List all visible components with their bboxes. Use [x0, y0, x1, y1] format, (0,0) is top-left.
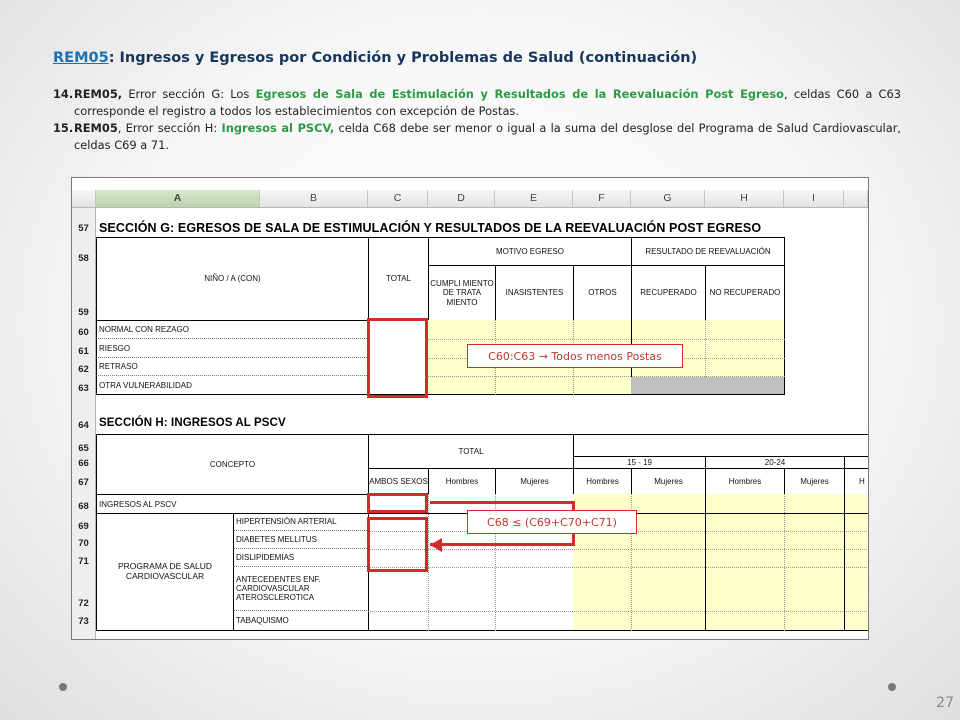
column-header: F [573, 190, 631, 207]
bullet-bold: REM05 [74, 121, 118, 135]
row-label: OTRA VULNERABILIDAD [96, 376, 369, 395]
inasistentes-header: INASISTENTES [495, 265, 574, 321]
row-number: 57 [78, 223, 89, 234]
concepto-header: CONCEPTO [96, 434, 369, 495]
age-group-20-24: 20-24 [705, 456, 845, 469]
page-number: 27 [936, 695, 954, 711]
nino-header: NIÑO / A (CON) [96, 237, 369, 321]
row-number: 69 [78, 521, 89, 532]
otros-header: OTROS [573, 265, 632, 321]
decor-dot [59, 683, 67, 691]
row-number: 61 [78, 346, 89, 357]
arrow-left-icon [430, 538, 442, 552]
bullet-number: 14. [53, 87, 74, 101]
row-number: 72 [78, 598, 89, 609]
row-number: 65 [78, 443, 89, 454]
hombres-header: Hombres [573, 468, 632, 495]
row-number: 73 [78, 616, 89, 627]
row-label: RETRASO [96, 358, 369, 376]
decor-dot [888, 683, 896, 691]
column-header: C [368, 190, 428, 207]
bullet-text: Error sección G: Los [122, 87, 256, 101]
row-number: 70 [78, 538, 89, 549]
row-number: 60 [78, 327, 89, 338]
programa-label: PROGRAMA DE SALUD CARDIOVASCULAR [96, 513, 234, 631]
section-g-title: SECCIÓN G: EGRESOS DE SALA DE ESTIMULACIÓN Y RESULTADOS DE LA REEVALUACIÓN POST EGRESO [99, 221, 762, 235]
column-header: E [495, 190, 573, 207]
title-code: REM05 [53, 50, 109, 66]
callout-h: C68 ≤ (C69+C70+C71) [467, 510, 637, 534]
row-number: 63 [78, 383, 89, 394]
row-number: 66 [78, 458, 89, 469]
row-label: DIABETES MELLITUS [233, 531, 369, 549]
column-header: D [428, 190, 495, 207]
bullet-number: 15. [53, 121, 74, 135]
row-label: HIPERTENSIÓN ARTERIAL [233, 513, 369, 531]
row-number: 67 [78, 477, 89, 488]
bullet-text: , Error sección H: [117, 121, 222, 135]
callout-g: C60:C63 → Todos menos Postas [467, 344, 683, 368]
row-number: 68 [78, 501, 89, 512]
bullet-highlight: Ingresos al PSCV, [221, 121, 335, 135]
row-label: DISLIPIDEMIAS [233, 549, 369, 567]
recuperado-header: RECUPERADO [631, 265, 706, 321]
bullet-bold: REM05, [74, 87, 123, 101]
column-header: A [96, 190, 260, 207]
row-label: RIESGO [96, 339, 369, 358]
hombres-header: Hombres [705, 468, 785, 495]
column-header: H [705, 190, 784, 207]
row-number: 59 [78, 307, 89, 318]
mujeres-header: Mujeres [631, 468, 706, 495]
column-header: B [260, 190, 368, 207]
hombres-header: Hombres [428, 468, 496, 495]
row-number: 71 [78, 556, 89, 567]
no-recuperado-header: NO RECUPERADO [705, 265, 785, 321]
title-text: : Ingresos y Egresos por Condición y Problemas de Salud (continuación) [108, 50, 698, 66]
hombres-header-cut: H [844, 468, 869, 495]
cumpli-header: CUMPLI MIENTO DE TRATA MIENTO [428, 265, 496, 321]
age-group-15-19: 15 - 19 [573, 456, 706, 469]
total-header-h: TOTAL [368, 434, 574, 469]
row-label: TABAQUISMO [233, 611, 369, 631]
row-label: NORMAL CON REZAGO [96, 320, 369, 339]
column-header: G [631, 190, 705, 207]
total-header: TOTAL [368, 237, 429, 321]
resultado-header: RESULTADO DE REEVALUACIÓN [631, 237, 785, 266]
row-number: 58 [78, 253, 89, 264]
section-h-title: SECCIÓN H: INGRESOS AL PSCV [99, 417, 286, 429]
row-number: 64 [78, 420, 89, 431]
ambos-header: AMBOS SEXOS [368, 468, 429, 495]
mujeres-header: Mujeres [495, 468, 574, 495]
row-label: INGRESOS AL PSCV [96, 494, 369, 514]
mujeres-header: Mujeres [784, 468, 845, 495]
bullet-highlight: Egresos de Sala de Estimulación y Resultados de la Reevaluación Post Egreso [255, 87, 784, 101]
row-label: ANTECEDENTES ENF. CARDIOVASCULAR ATEROSCLEROTICA [233, 567, 369, 611]
bullet-text: , celdas C60 a C63 corresponde el registro a todos los establecimientos con excepción de Postas. [74, 87, 902, 118]
column-header: I [784, 190, 844, 207]
bullet-text: celda C68 debe ser menor o igual a la suma del desglose del Programa de Salud Cardiovascular, celdas C69 a 71. [74, 121, 902, 152]
row-number: 62 [78, 364, 89, 375]
motivo-header: MOTIVO EGRESO [428, 237, 632, 266]
